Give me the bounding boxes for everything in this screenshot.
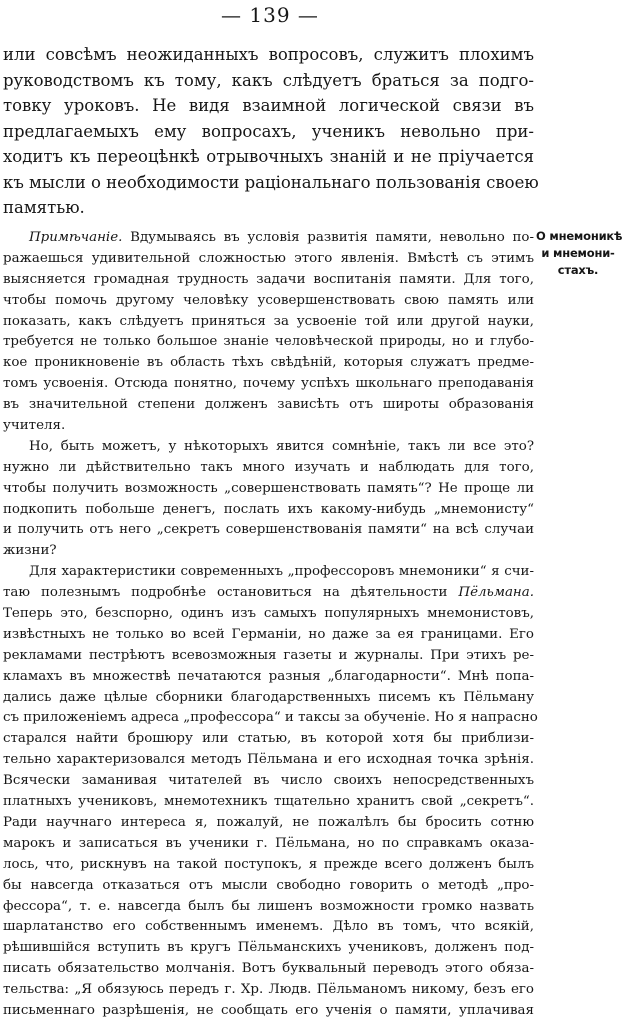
text-line: писать обязательство молчанія. Вотъ буквальный переводъ этого обяза- — [3, 961, 534, 977]
text-line — [3, 583, 534, 604]
text-line: Но, быть можетъ, у нѣкоторыхъ явится сомнѣніе, такъ ли все это? — [29, 438, 534, 454]
text-line: шарлатанство его собственнымъ именемъ. Дѣло въ томъ, что всякій, — [3, 919, 534, 935]
text-line: ражаешься удивительной сложностью этого явленія. Вмѣстѣ съ этимъ — [3, 250, 534, 266]
text-line: предлагаемыхъ ему вопросахъ, ученикъ невольно при- — [3, 121, 534, 141]
text-line: товку уроковъ. Не видя взаимной логической связи въ — [3, 96, 534, 115]
text-line: выясняется громадная трудность задачи воспитанія памяти. Для того, — [3, 271, 534, 287]
text-line: требуется не только большое знаніе человѣческой природы, но и глубо- — [3, 334, 534, 350]
text-line: кое проникновеніе въ область тѣхъ свѣдѣній, которыя служатъ предме- — [3, 355, 534, 371]
text-line: Для характеристики современныхъ „профессоровъ мнемоники“ я счи- — [29, 564, 534, 580]
text-line: письменнаго разрѣшенія, не сообщать его ученія о памяти, уплачивая — [3, 1002, 534, 1018]
text-line: или совсѣмъ неожиданныхъ вопросовъ, служитъ плохимъ — [3, 45, 534, 64]
note-section — [3, 228, 538, 1022]
page-number: — 139 — — [221, 3, 319, 27]
text-line: лось, что, рискнувъ на такой поступокъ, я прежде всего долженъ былъ — [3, 856, 534, 872]
text-line: и получить отъ него „секретъ совершенствованія памяти“ на всѣ случаи — [3, 522, 534, 538]
text-line: къ мысли о необходимости раціональнаго пользованія своею — [3, 172, 539, 192]
text-line: рекламами пестрѣютъ всевозможныя газеты и журналы. При этихъ ре- — [3, 647, 534, 663]
text-line: рѣшившійся вступить въ кругъ Пёльманскихъ учениковъ, долженъ под- — [3, 940, 534, 956]
note-first-line-text: Вдумываясь въ условія развитія памяти, невольно по- — [122, 230, 534, 245]
text-line: чтобы помочь другому человѣку усовершенствовать свою память или — [3, 292, 534, 308]
main-paragraph — [3, 42, 539, 221]
text-line: ходитъ къ переоцѣнкѣ отрывочныхъ знаній и не пріучается — [3, 147, 534, 166]
margin-note — [536, 228, 620, 279]
text-line: кламахъ въ множествѣ печатаются разныя „благодарности“. Мнѣ попа- — [3, 668, 534, 684]
text-line: Теперь это, безспорно, одинъ изъ самыхъ популярныхъ мнемонистовъ, — [3, 606, 534, 622]
text-line: тельно характеризовался методъ Пёльмана и его исходная точка зрѣнія. — [3, 752, 534, 768]
text-line: руководствомъ къ тому, какъ слѣдуетъ браться за подго- — [3, 70, 534, 90]
margin-note-line: и мнемони- — [541, 246, 615, 260]
text-line: бы навсегда отказаться отъ мысли свободно говорить о методѣ „про- — [3, 877, 534, 893]
text-line: въ значительной степени долженъ зависѣть отъ широты образованія — [3, 397, 534, 413]
note-label: Примѣчаніе. — [29, 230, 123, 245]
text-line: подкопить побольше денегъ, послать ихъ какому-нибудь „мнемонисту“ — [3, 501, 534, 517]
text-line: съ приложеніемъ адреса „профессора“ и таксы за обученіе. Но я напрасно — [3, 710, 538, 726]
text-line: нужно ли дѣйствительно такъ много изучать и наблюдать для того, — [3, 459, 534, 475]
person-name: Пёльмана. — [458, 585, 534, 601]
text-line: томъ усвоенія. Отсюда понятно, почему успѣхъ школьнаго преподаванія — [3, 376, 534, 392]
text-line: Всячески заманивая читателей въ число своихъ непосредственныхъ — [3, 773, 534, 789]
text-line: чтобы получить возможность „совершенствовать память“? Не проще ли — [3, 480, 534, 496]
margin-note-line: О мнемоникѣ — [536, 229, 622, 243]
text-line: показать, какъ слѣдуетъ приняться за усвоеніе той или другой науки, — [3, 313, 534, 329]
text-line: старался найти брошюру или статью, въ которой хотя бы приблизи- — [3, 731, 534, 747]
text-line: Ради научнаго интереса я, пожалуй, не пожалѣлъ бы бросить сотню — [3, 814, 534, 830]
text-line: учителя. — [3, 418, 66, 434]
text-line: дались даже цѣлые сборники благодарственныхъ писемъ къ Пёльману — [3, 689, 534, 705]
text-line: извѣстныхъ не только во всей Германіи, но даже за ея границами. Его — [3, 626, 534, 642]
text-line: памятью. — [3, 198, 85, 217]
text-line: жизни? — [3, 543, 57, 559]
text-segment: таю полезнымъ подробнѣе остановиться на дѣятельности — [3, 585, 459, 601]
text-line: марокъ и записаться въ ученики г. Пёльмана, но по справкамъ оказа- — [3, 835, 534, 851]
text-line: платныхъ учениковъ, мнемотехникъ тщательно хранитъ свой „секретъ“. — [3, 794, 534, 810]
note-first-line — [3, 228, 534, 249]
text-line: фессора“, т. е. навсегда былъ бы лишенъ возможности громко назвать — [3, 898, 534, 914]
text-line: тельства: „Я обязуюсь передъ г. Хр. Людв. Пёльманомъ никому, безъ его — [3, 982, 534, 998]
margin-note-line: стахъ. — [557, 263, 599, 277]
